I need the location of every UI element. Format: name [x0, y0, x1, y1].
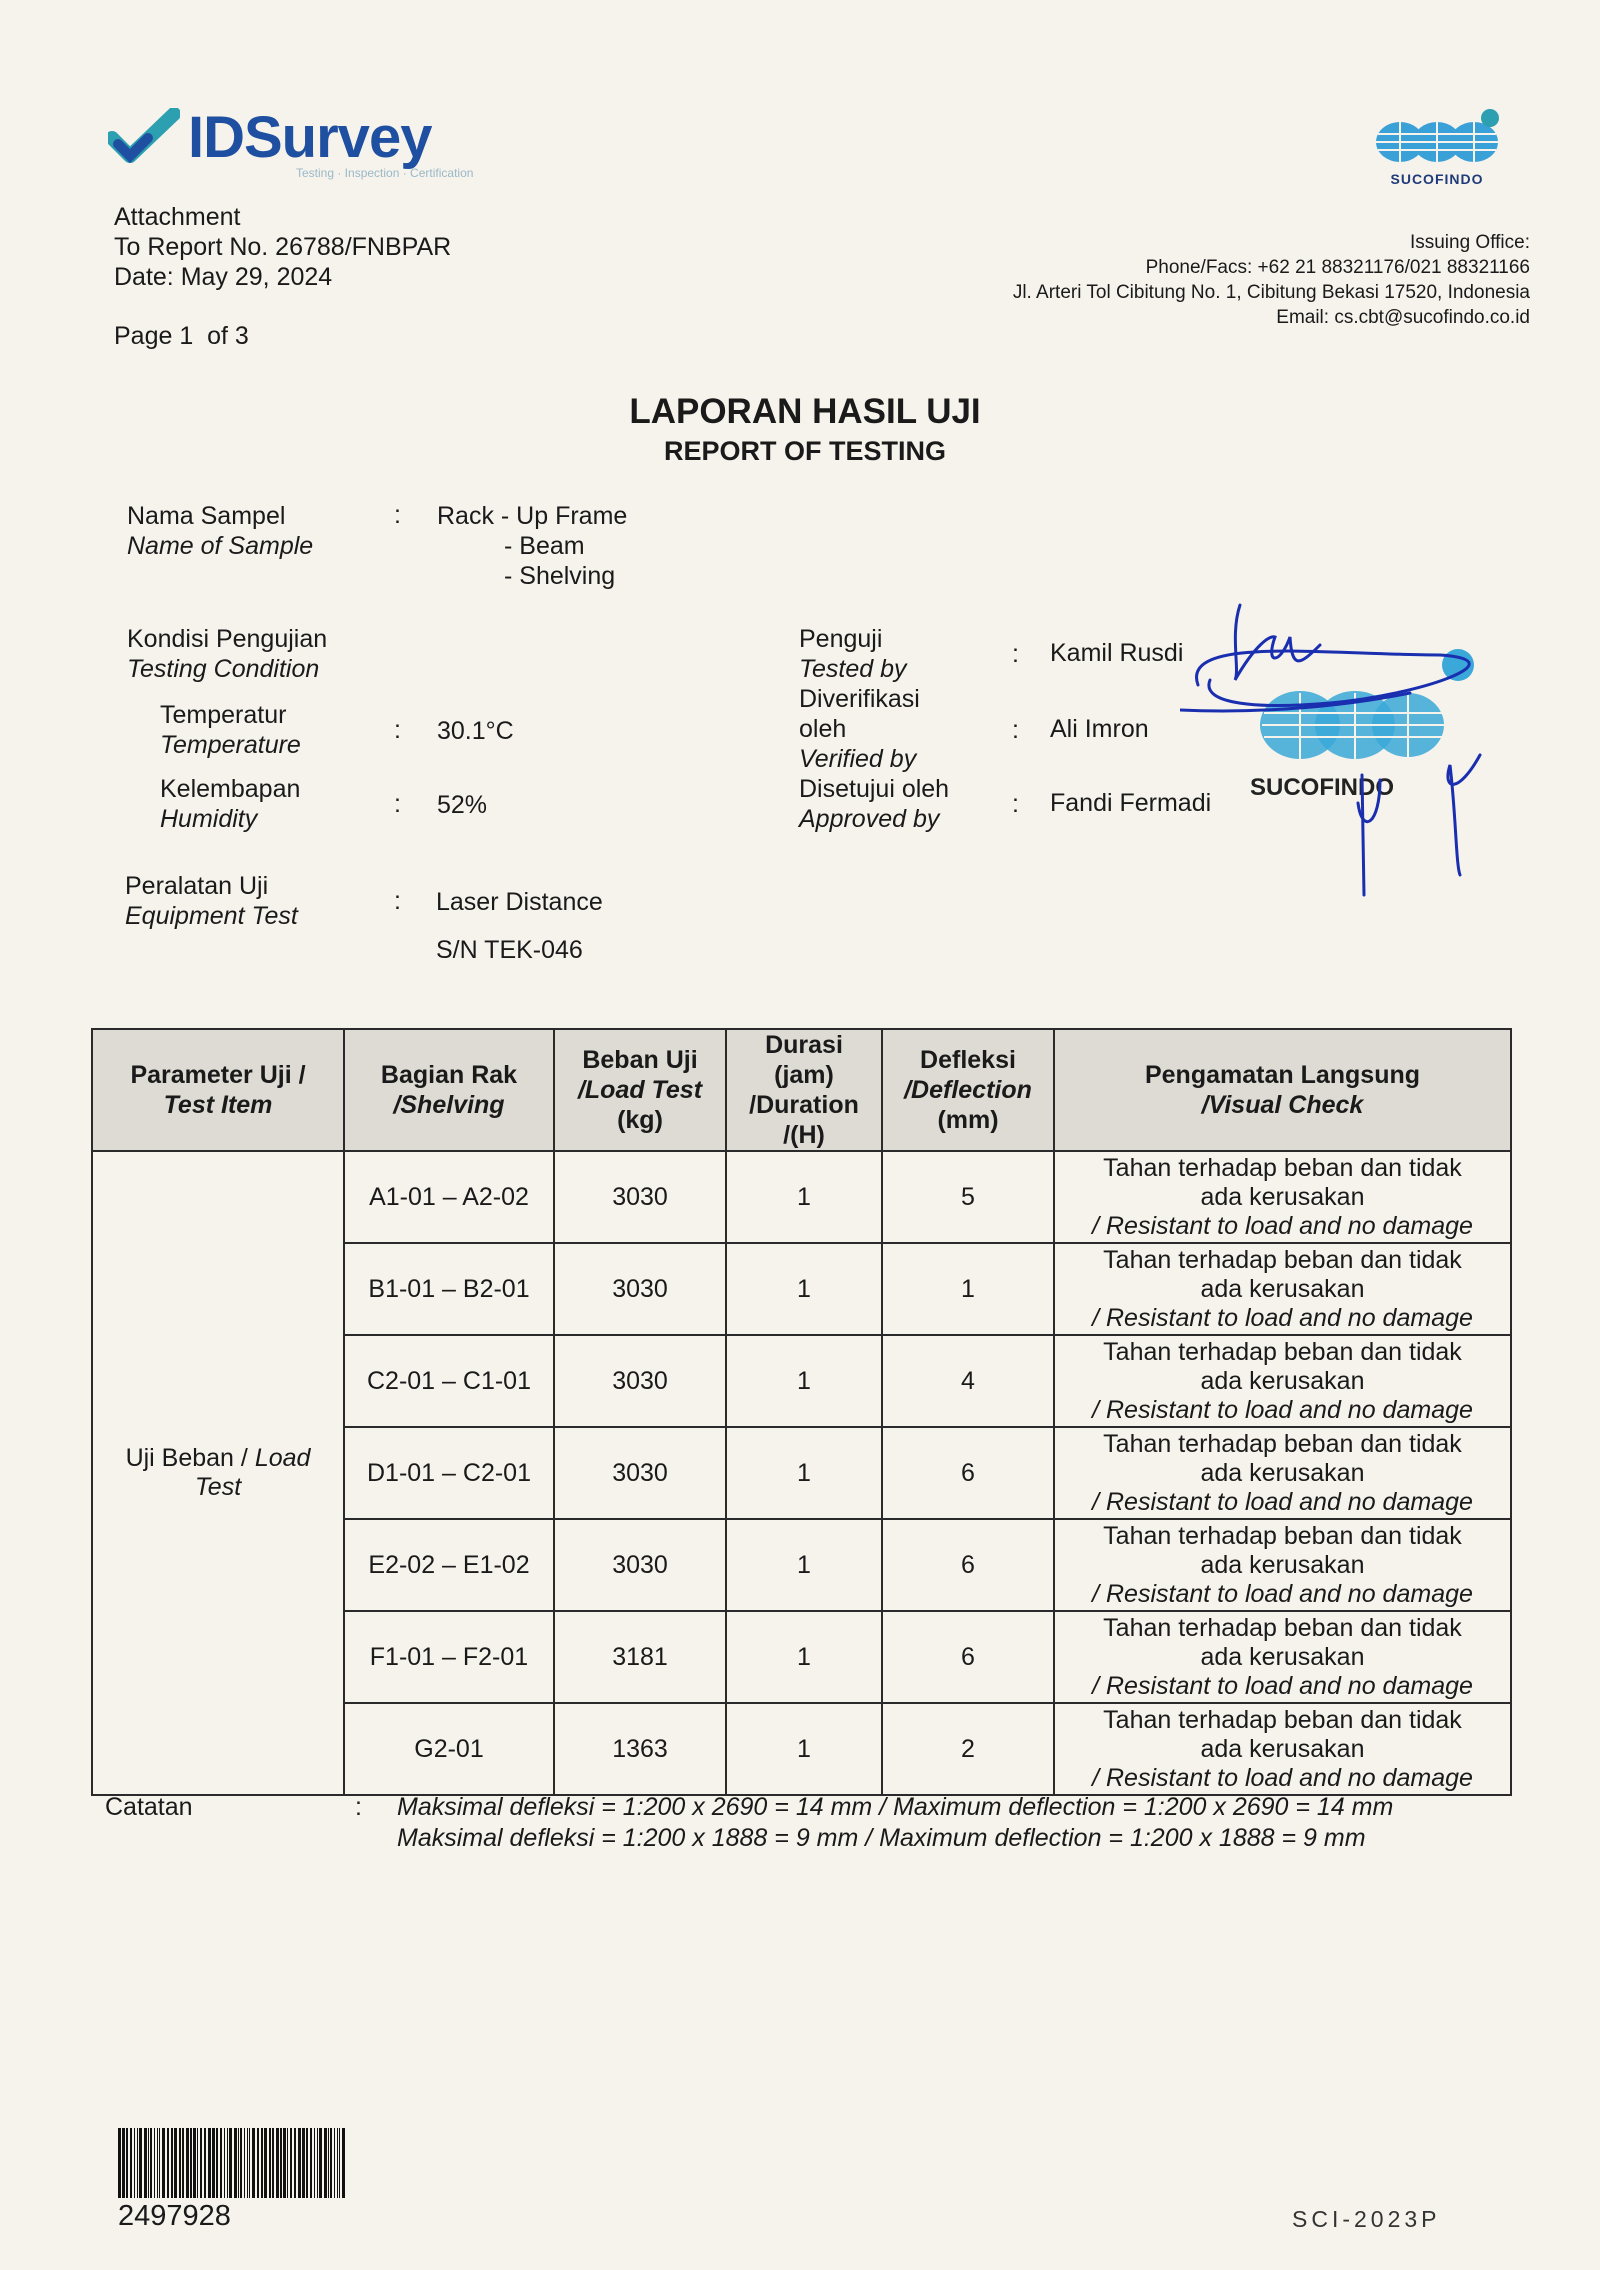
barcode-bar	[227, 2128, 228, 2198]
colon: :	[1012, 716, 1019, 744]
deflection-cell: 6	[882, 1427, 1054, 1519]
barcode-bar	[280, 2128, 282, 2198]
report-date: Date: May 29, 2024	[114, 263, 333, 291]
verified-by-label	[799, 684, 920, 774]
colon: :	[1012, 640, 1019, 668]
sample-value-1: Rack - Up Frame	[437, 502, 628, 530]
visual-check-line-2: ada kerusakan	[1200, 1274, 1365, 1303]
title-main: LAPORAN HASIL UJI	[629, 392, 981, 431]
barcode-bar	[224, 2128, 225, 2198]
page-number: Page 1 of 3	[114, 322, 249, 350]
colon: :	[355, 1793, 362, 1821]
barcode-bar	[269, 2128, 271, 2198]
col-header-text: Parameter Uji /	[130, 1061, 306, 1089]
col-header-deflection	[882, 1029, 1054, 1151]
barcode-bar	[144, 2128, 147, 2198]
visual-check-line-1: Tahan terhadap beban dan tidak	[1103, 1521, 1462, 1550]
load-cell: 3030	[554, 1427, 726, 1519]
temperature-value: 30.1°C	[437, 717, 514, 745]
test-item-text-en-2: Test	[194, 1473, 242, 1501]
col-header-text: Pengamatan Langsung	[1144, 1061, 1421, 1089]
visual-check-cell	[1054, 1611, 1511, 1703]
visual-check-cell	[1054, 1703, 1511, 1795]
visual-check-line-3: / Resistant to load and no damage	[1092, 1579, 1473, 1608]
verified-by-value: Ali Imron	[1050, 715, 1149, 743]
barcode-bar	[126, 2128, 128, 2198]
attachment-block	[114, 202, 451, 292]
barcode-bar	[249, 2128, 250, 2198]
duration-cell: 1	[726, 1151, 882, 1243]
barcode-bar	[337, 2128, 338, 2198]
condition-label-id: Kondisi Pengujian	[127, 625, 328, 653]
checkmark-logo-icon	[108, 108, 180, 168]
col-header-text: Bagian Rak	[380, 1061, 518, 1089]
barcode-bar	[174, 2128, 177, 2198]
visual-check-line-3: / Resistant to load and no damage	[1092, 1395, 1473, 1424]
barcode-bar	[252, 2128, 255, 2198]
tested-by-label-en: Tested by	[799, 655, 907, 683]
barcode-bar	[171, 2128, 173, 2198]
visual-check-line-3: / Resistant to load and no damage	[1092, 1303, 1473, 1332]
shelf-cell: D1-01 – C2-01	[344, 1427, 554, 1519]
deflection-cell: 5	[882, 1151, 1054, 1243]
report-title	[0, 392, 1600, 467]
load-cell: 3181	[554, 1611, 726, 1703]
test-item-cell	[92, 1151, 344, 1795]
shelf-cell: F1-01 – F2-01	[344, 1611, 554, 1703]
visual-check-cell	[1054, 1243, 1511, 1335]
col-header-text: Durasi	[765, 1031, 843, 1059]
verified-by-label-id: Diverifikasi	[799, 685, 920, 713]
table-row	[92, 1151, 1511, 1243]
barcode-bar	[193, 2128, 196, 2198]
sample-value-2: - Beam	[504, 532, 585, 560]
barcode-bar	[339, 2128, 340, 2198]
barcode-bar	[234, 2128, 237, 2198]
test-item-text: Uji Beban /	[125, 1444, 255, 1472]
shelf-cell: B1-01 – B2-01	[344, 1243, 554, 1335]
barcode-bar	[330, 2128, 332, 2198]
approved-by-value: Fandi Fermadi	[1050, 789, 1212, 817]
col-header-text-en: /Duration	[749, 1091, 859, 1119]
idsurvey-logo	[108, 105, 474, 180]
barcode-bar	[182, 2128, 184, 2198]
duration-cell: 1	[726, 1611, 882, 1703]
approved-by-label	[799, 774, 949, 834]
barcode	[118, 2128, 348, 2198]
visual-check-line-3: / Resistant to load and no damage	[1092, 1763, 1473, 1792]
sample-value-3: - Shelving	[504, 562, 616, 590]
humidity-value: 52%	[437, 791, 488, 819]
barcode-bar	[238, 2128, 239, 2198]
duration-cell: 1	[726, 1519, 882, 1611]
col-header-unit-en: /(H)	[783, 1121, 825, 1149]
col-header-test-item	[92, 1029, 344, 1151]
barcode-bar	[179, 2128, 181, 2198]
visual-check-line-1: Tahan terhadap beban dan tidak	[1103, 1337, 1462, 1366]
col-header-text-en: /Deflection	[904, 1076, 1032, 1104]
notes-lines	[397, 1792, 1393, 1854]
barcode-bar	[272, 2128, 274, 2198]
col-header-text: Beban Uji	[582, 1046, 698, 1074]
colon: :	[394, 887, 401, 915]
duration-cell: 1	[726, 1427, 882, 1519]
report-number: To Report No. 26788/FNBPAR	[114, 233, 452, 261]
barcode-bar	[287, 2128, 288, 2198]
barcode-bar	[290, 2128, 292, 2198]
visual-check-line-1: Tahan terhadap beban dan tidak	[1103, 1153, 1462, 1182]
sucofindo-label: SUCOFINDO	[1390, 171, 1484, 187]
shelf-cell: C2-01 – C1-01	[344, 1335, 554, 1427]
barcode-bar	[294, 2128, 296, 2198]
duration-cell: 1	[726, 1335, 882, 1427]
barcode-bar	[328, 2128, 329, 2198]
barcode-bar	[122, 2128, 125, 2198]
col-header-unit: (kg)	[617, 1106, 663, 1134]
visual-check-cell	[1054, 1427, 1511, 1519]
barcode-number: 2497928	[118, 2200, 231, 2232]
load-cell: 1363	[554, 1703, 726, 1795]
col-header-shelving	[344, 1029, 554, 1151]
results-table	[91, 1028, 1512, 1796]
visual-check-line-3: / Resistant to load and no damage	[1092, 1211, 1473, 1240]
verified-by-label-en: Verified by	[799, 745, 917, 773]
visual-check-line-1: Tahan terhadap beban dan tidak	[1103, 1245, 1462, 1274]
visual-check-line-3: / Resistant to load and no damage	[1092, 1487, 1473, 1516]
deflection-cell: 1	[882, 1243, 1054, 1335]
col-header-text: Defleksi	[920, 1046, 1016, 1074]
issuing-email: Email: cs.cbt@sucofindo.co.id	[1276, 307, 1530, 328]
barcode-bar	[244, 2128, 245, 2198]
barcode-bar	[216, 2128, 218, 2198]
sample-label-id: Nama Sampel	[127, 502, 286, 530]
barcode-bar	[200, 2128, 202, 2198]
barcode-bar	[212, 2128, 215, 2198]
logo-survey-text: Survey	[244, 105, 432, 170]
sucofindo-logo	[1372, 108, 1502, 187]
barcode-bar	[283, 2128, 286, 2198]
condition-label-en: Testing Condition	[127, 655, 320, 683]
colon: :	[1012, 790, 1019, 818]
barcode-bar	[319, 2128, 322, 2198]
sample-values	[437, 501, 627, 591]
col-header-duration	[726, 1029, 882, 1151]
barcode-bar	[150, 2128, 152, 2198]
notes	[105, 1792, 1525, 1862]
duration-cell: 1	[726, 1243, 882, 1335]
approved-by-label-en: Approved by	[799, 805, 940, 833]
tested-by-label-id: Penguji	[799, 625, 883, 653]
visual-check-line-3: / Resistant to load and no damage	[1092, 1671, 1473, 1700]
barcode-bar	[190, 2128, 192, 2198]
barcode-bar	[186, 2128, 189, 2198]
colon: :	[394, 790, 401, 818]
notes-label: Catatan	[105, 1793, 193, 1821]
equipment-value-1: Laser Distance	[436, 888, 603, 916]
barcode-bar	[298, 2128, 301, 2198]
logo-id-text: ID	[188, 105, 244, 170]
barcode-bar	[276, 2128, 279, 2198]
barcode-bar	[139, 2128, 142, 2198]
barcode-bar	[130, 2128, 132, 2198]
barcode-bar	[229, 2128, 232, 2198]
equipment-values	[436, 887, 603, 965]
visual-check-cell	[1054, 1151, 1511, 1243]
issuing-address: Jl. Arteri Tol Cibitung No. 1, Cibitung Bekasi 17520, Indonesia	[1012, 282, 1530, 303]
humidity-label	[160, 774, 300, 834]
barcode-bar	[157, 2128, 158, 2198]
equipment-value-2: S/N TEK-046	[436, 936, 583, 964]
barcode-bar	[261, 2128, 263, 2198]
barcode-bar	[314, 2128, 315, 2198]
col-header-unit: (jam)	[774, 1061, 834, 1089]
equipment-label	[125, 871, 298, 931]
barcode-bar	[134, 2128, 135, 2198]
barcode-bar	[204, 2128, 206, 2198]
deflection-cell: 2	[882, 1703, 1054, 1795]
globe-logo-icon	[1372, 108, 1502, 164]
visual-check-cell	[1054, 1519, 1511, 1611]
visual-check-line-1: Tahan terhadap beban dan tidak	[1103, 1705, 1462, 1734]
humidity-label-en: Humidity	[160, 805, 258, 833]
visual-check-line-2: ada kerusakan	[1200, 1734, 1365, 1763]
document-code: SCI-2023P	[1292, 2206, 1441, 2232]
verified-by-label-id-2: oleh	[799, 715, 847, 743]
barcode-bar	[197, 2128, 198, 2198]
visual-check-line-2: ada kerusakan	[1200, 1182, 1365, 1211]
humidity-label-id: Kelembapan	[160, 775, 301, 803]
barcode-bar	[159, 2128, 160, 2198]
load-cell: 3030	[554, 1519, 726, 1611]
col-header-text-en: Test Item	[163, 1091, 273, 1119]
barcode-bar	[148, 2128, 149, 2198]
barcode-bar	[118, 2128, 121, 2198]
shelf-cell: A1-01 – A2-02	[344, 1151, 554, 1243]
col-header-load	[554, 1029, 726, 1151]
title-sub: REPORT OF TESTING	[663, 436, 946, 466]
sample-label	[127, 501, 313, 561]
svg-text:SUCOFINDO: SUCOFINDO	[1250, 774, 1394, 801]
barcode-bar	[264, 2128, 267, 2198]
visual-check-cell	[1054, 1335, 1511, 1427]
duration-cell: 1	[726, 1703, 882, 1795]
approved-by-label-id: Disetujui oleh	[799, 775, 950, 803]
notes-line-1: Maksimal defleksi = 1:200 x 2690 = 14 mm / Maximum deflection = 1:200 x 2690 = 14 mm	[397, 1793, 1394, 1821]
visual-check-line-1: Tahan terhadap beban dan tidak	[1103, 1429, 1462, 1458]
load-cell: 3030	[554, 1335, 726, 1427]
barcode-bar	[310, 2128, 312, 2198]
deflection-cell: 4	[882, 1335, 1054, 1427]
barcode-bar	[247, 2128, 248, 2198]
visual-check-line-2: ada kerusakan	[1200, 1642, 1365, 1671]
col-header-text-en: /Shelving	[393, 1091, 505, 1119]
temperature-label-en: Temperature	[160, 731, 301, 759]
barcode-bar	[162, 2128, 165, 2198]
barcode-bar	[342, 2128, 345, 2198]
temperature-label	[160, 700, 301, 760]
barcode-bar	[306, 2128, 308, 2198]
equipment-label-en: Equipment Test	[125, 902, 298, 930]
shelf-cell: G2-01	[344, 1703, 554, 1795]
barcode-bar	[208, 2128, 211, 2198]
attachment-label: Attachment	[114, 203, 241, 231]
condition-label	[127, 624, 327, 684]
issuing-office	[1013, 230, 1530, 330]
visual-check-line-2: ada kerusakan	[1200, 1550, 1365, 1579]
barcode-bar	[317, 2128, 318, 2198]
col-header-visual-check	[1054, 1029, 1511, 1151]
test-item-text-en: Load	[254, 1444, 311, 1472]
load-cell: 3030	[554, 1151, 726, 1243]
colon: :	[394, 501, 401, 529]
barcode-bar	[302, 2128, 305, 2198]
barcode-bar	[220, 2128, 222, 2198]
tested-by-value: Kamil Rusdi	[1050, 639, 1184, 667]
tested-by-label	[799, 624, 906, 684]
barcode-bar	[137, 2128, 138, 2198]
barcode-bar	[324, 2128, 327, 2198]
shelf-cell: E2-02 – E1-02	[344, 1519, 554, 1611]
col-header-unit: (mm)	[937, 1106, 999, 1134]
sample-label-en: Name of Sample	[127, 532, 314, 560]
issuing-phone: Phone/Facs: +62 21 88321176/021 88321166	[1145, 257, 1530, 278]
barcode-bar	[334, 2128, 335, 2198]
table-header-row	[92, 1029, 1511, 1151]
temperature-label-id: Temperatur	[160, 701, 287, 729]
deflection-cell: 6	[882, 1611, 1054, 1703]
load-cell: 3030	[554, 1243, 726, 1335]
colon: :	[394, 716, 401, 744]
barcode-bar	[167, 2128, 169, 2198]
issuing-title: Issuing Office:	[1409, 232, 1530, 253]
barcode-bar	[240, 2128, 242, 2198]
signature-stamp	[1180, 575, 1500, 910]
visual-check-line-2: ada kerusakan	[1200, 1366, 1365, 1395]
barcode-bar	[257, 2128, 259, 2198]
notes-line-2: Maksimal defleksi = 1:200 x 1888 = 9 mm / Maximum deflection = 1:200 x 1888 = 9 mm	[397, 1824, 1366, 1852]
barcode-bar	[154, 2128, 155, 2198]
col-header-text-en: /Visual Check	[1201, 1091, 1364, 1119]
deflection-cell: 6	[882, 1519, 1054, 1611]
visual-check-line-1: Tahan terhadap beban dan tidak	[1103, 1613, 1462, 1642]
col-header-text-en: /Load Test	[577, 1076, 703, 1104]
visual-check-line-2: ada kerusakan	[1200, 1458, 1365, 1487]
logo-tagline: Testing · Inspection · Certification	[296, 166, 474, 180]
equipment-label-id: Peralatan Uji	[125, 872, 269, 900]
